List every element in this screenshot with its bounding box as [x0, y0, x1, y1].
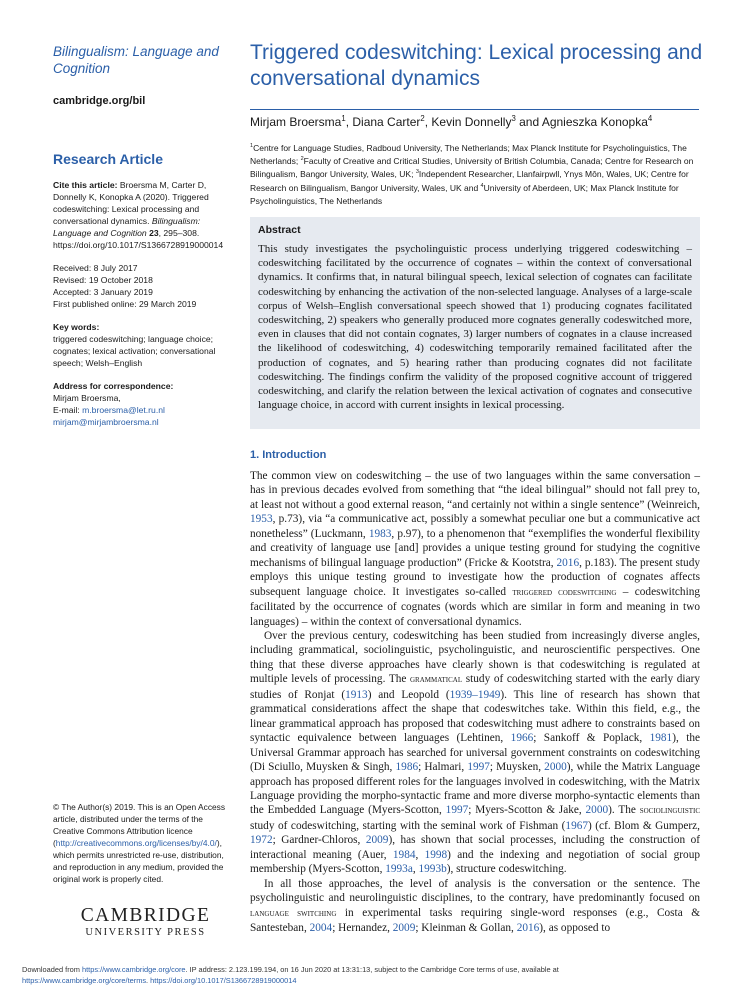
text-run: study of codeswitching started with the early diary studies of Ronjat (: [250, 673, 700, 701]
author-affiliation-mark: 1: [341, 114, 346, 123]
abstract-text: This study investigates the psycholinguistic process underlying triggered codeswitching – codeswitching facilitated by the occurrence of cognates – within the context of conversational dynamics. It confirms that, in natural bilingual speech, lexical selection of cognates can facilitate codeswitching by enhancing the activation of the non-selected language. Analyses of a large-scale corpus of Welsh–English conversational speech showed that 1) producing cognates facilitated codeswitching, 2) speakers who generally produced more cognates generally codeswitched more, even in clauses that did not contain cognates, 3) larger numbers of cognates in a clause increased the likelihood of codeswitching, 4) codeswitching temporarily remained facilitated after the production of cognates, and 5) hearing rather than producing cognates did not facilitate codeswitching. The findings confirm the validity of the proposed cognitive account of triggered codeswitching, and clarify the relation between the lexical activation of cognates and consecutive language choice, in accord with current insights in lexical processing.: [258, 243, 692, 412]
footer-core-link[interactable]: https://www.cambridge.org/core: [82, 965, 186, 974]
text-run: – codeswitching facilitated by the occurrence of cognates (words which are similar in form and meaning in two languages) – within the context of conversational dynamics.: [250, 585, 701, 628]
publisher-logo-line2: UNIVERSITY PRESS: [85, 927, 206, 938]
text-run: ). This line of research has shown that grammatical considerations affect the shape that codeswitches take. Within this field, e.g., the linear grammatical approach has proposed that codeswitching must adhere to constraints based on syntactic equivalence between languages (Lehtinen,: [250, 688, 700, 745]
small-caps-term: triggered codeswitching: [512, 586, 617, 598]
dates-block: [53, 262, 233, 310]
email-link-2[interactable]: mirjam@mirjambroersma.nl: [53, 417, 159, 427]
text-run: , p.73), via “a communicative act, possibly a somewhat peculiar one but a communicative act nonetheless” (Luckmann,: [250, 513, 700, 540]
journal-name[interactable]: Bilingualism: Language and Cognition: [53, 44, 219, 76]
citation-year-link[interactable]: 1966: [510, 732, 534, 745]
citation-text: Broersma M, Carter D, Donnelly K, Konopka A (2020). Triggered codeswitching: Lexical processing and conversational dynamics.: [53, 180, 209, 226]
text-run: ) and Leopold (: [367, 688, 450, 701]
email-link-1[interactable]: m.broersma@let.ru.nl: [82, 405, 165, 415]
citation-year-link[interactable]: 1998: [424, 848, 448, 861]
text-run: ; Gardner-Chloros,: [272, 834, 366, 847]
small-caps-term: grammatical: [410, 674, 463, 686]
text-run: In all those approaches, the level of analysis is the conversation or the sentence. The psycholinguistic and neurolinguistic disciplines, to the contrary, have predominantly focused on: [250, 877, 700, 905]
publisher-logo: [53, 906, 238, 939]
introduction-body: [250, 469, 700, 936]
citation-year-link[interactable]: 2000: [544, 761, 567, 774]
affiliation-number: 4: [480, 182, 484, 189]
date-published: First published online: 29 March 2019: [53, 299, 197, 309]
citation-year-link[interactable]: 1939–1949: [449, 688, 501, 701]
author-name[interactable]: Mirjam Broersma: [250, 115, 342, 129]
text-run: ) and the indexing and negotiation of social group membership (Myers-Scotton,: [250, 848, 700, 876]
citation-year-link[interactable]: 1997: [467, 761, 490, 774]
keywords-label: Key words:: [53, 322, 100, 332]
citation-year-link[interactable]: 2009: [365, 834, 389, 847]
article-title: Triggered codeswitching: Lexical processing and conversational dynamics: [250, 41, 703, 90]
download-footer: Downloaded from https://www.cambridge.org/core. IP address: 2.123.199.194, on 16 Jun 2020 at 13:31:13, subject to the Cambridge Core terms of use, available at https://www.cambridge.org/core/terms. https://doi.org/10.1017/S1366728919000014: [22, 965, 559, 985]
citation-journal: Bilingualism: Language and Cognition: [53, 216, 201, 238]
footer-ip-text: . IP address: 2.123.199.194, on 16 Jun 2020 at 13:31:13, subject to the Cambridge Core terms of use, available at: [185, 965, 559, 974]
abstract-box: [250, 217, 700, 429]
affiliation-number: 1: [250, 143, 254, 150]
affiliation-text: University of Aberdeen, UK; Max Planck Institute for Psycholinguistics, The Netherlands: [250, 182, 679, 206]
citation-year-link[interactable]: 2009: [392, 922, 416, 935]
intro-paragraph-3: [250, 877, 700, 936]
text-run: ; Muysken,: [489, 761, 545, 774]
citation-year-link[interactable]: 2016: [556, 556, 580, 569]
author-list: Mirjam Broersma$^1$, Diana Carter$^2$, Kevin Donnelly$^3$ and Agnieszka Konopka$^4$: [250, 114, 653, 129]
citation-year-link[interactable]: 2004: [309, 922, 333, 935]
title-divider: [250, 109, 699, 110]
citation-year-link[interactable]: 1984: [392, 848, 416, 861]
license-text-1: © The Author(s) 2019. This is an Open Access article, distributed under the terms of the Creative Commons Attribution licence (: [53, 802, 226, 848]
license-link[interactable]: http://creativecommons.org/licenses/by/4.0/: [55, 838, 217, 848]
text-run: ; Halmari,: [418, 761, 468, 774]
citation-year-link[interactable]: 2000: [585, 804, 609, 817]
affiliation-text: Centre for Language Studies, Radboud University, The Netherlands; Max Planck Institute for Psycholinguistics, The Netherlands;: [250, 143, 687, 167]
date-revised: Revised: 19 October 2018: [53, 275, 153, 285]
publisher-logo-line1: CAMBRIDGE: [80, 905, 211, 926]
section-heading-introduction: 1. Introduction: [250, 449, 327, 461]
author-name[interactable]: Agnieszka Konopka: [541, 115, 648, 129]
author-affiliation-mark: 4: [647, 114, 653, 123]
citation-label: Cite this article:: [53, 180, 118, 190]
author-name[interactable]: Kevin Donnelly: [431, 115, 512, 129]
affiliation-text: Independent Researcher, Llanfairpwll, Ynys Môn, Wales, UK; Centre for Research on Bilingualism, Bangor University, Wales, UK and: [250, 169, 689, 193]
affiliation-text: Faculty of Creative and Critical Studies, University of British Columbia, Canada; Centre for Research on Bilingualism, Bangor University, Wales, UK;: [250, 156, 694, 180]
date-received: Received: 8 July 2017: [53, 263, 138, 273]
affiliation-number: 2: [300, 156, 304, 163]
article-type: Research Article: [53, 151, 163, 167]
text-run: ), while the Matrix Language approach has proposed different roles for the languages involved in codeswitching, with the Matrix Language providing the morpho-syntactic frame and more diverse morpho-syntactic elements than the Embedded Language (Myers-Scotton,: [250, 761, 700, 817]
citation-year-link[interactable]: 1913: [345, 688, 368, 701]
author-affiliation-mark: 3: [511, 114, 516, 123]
small-caps-term: language switching: [250, 907, 337, 919]
text-run: , p.183). The present study employs this unique testing ground to investigate how the production of cognates affects subsequent language choice. It investigates so-called: [250, 556, 700, 598]
correspondence-name: Mirjam Broersma,: [53, 393, 121, 403]
text-run: in experimental tasks requiring single-word responses (e.g., Costa & Santesteban,: [250, 906, 701, 935]
citation-year-link[interactable]: 1983: [368, 527, 392, 540]
text-run: ,: [412, 863, 419, 876]
keywords-block: [53, 321, 233, 369]
sidebar: [53, 43, 233, 428]
text-run: ), as opposed to: [539, 922, 611, 935]
text-run: ; Kleinman & Gollan,: [415, 922, 517, 935]
footer-terms-link[interactable]: https://www.cambridge.org/core/terms: [22, 976, 147, 985]
text-run: ). The: [608, 804, 640, 817]
text-run: ), structure codeswitching.: [446, 863, 567, 876]
license-notice: [53, 801, 235, 885]
text-run: ) (cf. Blom & Gumperz,: [588, 819, 700, 832]
footer-downloaded-label: Downloaded from: [22, 965, 80, 974]
citation-year-link[interactable]: 1993b: [418, 863, 447, 876]
text-run: ,: [415, 848, 425, 861]
keywords-text: triggered codeswitching; language choice; cognates; lexical activation; conversational speech; Welsh–English: [53, 334, 216, 368]
citation-year-link[interactable]: 1986: [395, 761, 419, 774]
text-run: ; Myers-Scotton & Jake,: [468, 804, 586, 817]
citation-block: [53, 179, 233, 251]
correspondence-email-line: [53, 404, 233, 416]
citation-year-link[interactable]: 1953: [250, 513, 273, 526]
intro-paragraph-2: [250, 629, 700, 877]
citation-pages-doi: , 295–308. https://doi.org/10.1017/S1366728919000014: [53, 228, 224, 250]
citation-year-link[interactable]: 2016: [516, 922, 540, 935]
text-run: ), has shown that social processes, including the construction of interactional meaning (Auer,: [250, 834, 701, 861]
email-label: E-mail:: [53, 405, 80, 415]
text-run: Over the previous century, codeswitching has been studied from increasingly diverse angles, including grammatical, sociolinguistic, psycholinguistic, and neuroscientific perspectives. One thing that these diverse approaches have clearly shown is that codeswitching is regulated at multiple levels of processing. The: [250, 629, 700, 686]
citation-year-link[interactable]: 1981: [649, 732, 673, 745]
text-run: ), the Universal Grammar approach has searched for universal government constraints on codeswitching (Di Sciullo, Muysken & Singh,: [250, 732, 700, 774]
correspondence-block: [53, 380, 233, 428]
text-run: ; Hernandez,: [332, 922, 393, 935]
author-affiliation-mark: 2: [420, 114, 425, 123]
date-accepted: Accepted: 3 January 2019: [53, 287, 153, 297]
footer-doi-link[interactable]: https://doi.org/10.1017/S1366728919000014: [150, 976, 297, 985]
citation-year-link[interactable]: 1972: [250, 834, 273, 847]
abstract-heading: Abstract: [258, 224, 301, 236]
author-name[interactable]: Diana Carter: [352, 115, 421, 129]
text-run: , p.97), to a phenomenon that “exemplifies the wonderful flexibility and creativity of language use [and] provides a unique testing ground for studying the cognitive mechanisms of bilingual language production” (Fricke & Kootstra,: [250, 527, 701, 569]
citation-year-link[interactable]: 1997: [445, 804, 469, 817]
text-run: study of codeswitching, starting with the seminal work of Fishman (: [250, 819, 566, 832]
citation-year-link[interactable]: 1967: [565, 819, 589, 832]
text-run: The common view on codeswitching – the use of two languages within the same conversation – has in previous decades evolved from something that “the ideal bilingual” should not fall prey to, at least not without a good external reason, “and certainly not within a single sentence” (Weinreich,: [250, 470, 700, 511]
citation-year-link[interactable]: 1993a: [385, 863, 413, 876]
small-caps-term: sociolinguistic: [639, 805, 700, 817]
journal-site-link[interactable]: cambridge.org/bil: [53, 95, 146, 107]
affiliation-number: 3: [415, 169, 419, 176]
text-run: ; Sankoff & Poplack,: [533, 732, 650, 745]
correspondence-label: Address for correspondence:: [53, 381, 174, 391]
intro-paragraph-1: [250, 469, 700, 629]
citation-volume: 23: [149, 228, 159, 238]
license-text-2: ), which permits unrestricted re-use, distribution, and reproduction in any medium, provided the original work is properly cited.: [53, 838, 224, 884]
affiliations: [250, 142, 700, 208]
